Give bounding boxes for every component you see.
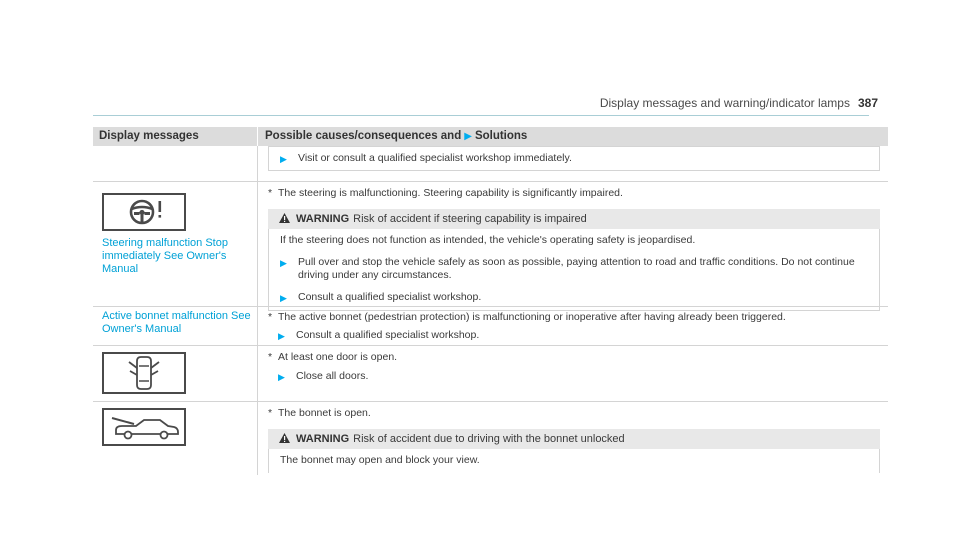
action-item: ▶ Visit or consult a qualified specialist workshop immediately. — [280, 152, 572, 164]
table-row — [93, 307, 888, 346]
table-header — [93, 127, 888, 146]
cause-text: * At least one door is open. — [268, 351, 398, 363]
display-message: Active bonnet malfunction See Owner's Manual — [102, 310, 251, 335]
warning-triangle-icon — [279, 213, 290, 223]
messages-table — [93, 127, 888, 475]
col-causes: Possible causes/consequences and — [265, 130, 462, 142]
action-item: ▶ Consult a qualified specialist workshop. — [280, 291, 482, 303]
action-item: ▶ Pull over and stop the vehicle safely as soon as possible, paying attention to road and traffic conditions. Do not continue driving under any circumstances. — [280, 256, 855, 281]
header-rule — [93, 115, 869, 116]
cause-text: * The bonnet is open. — [268, 407, 371, 419]
display-message: Steering malfunction Stop immediately See Owner's Manual — [102, 237, 228, 275]
cause-text: * The active bonnet (pedestrian protection) is malfunctioning or inoperative after having already been triggered. — [268, 311, 786, 323]
warning-body — [268, 449, 880, 473]
table-row — [93, 182, 888, 307]
warning-box — [268, 429, 880, 473]
cause-text: * The steering is malfunctioning. Steering capability is significantly impaired. — [268, 187, 623, 199]
warning-text: The bonnet may open and block your view. — [280, 454, 480, 466]
warning-header — [268, 209, 880, 229]
page-number: 387 — [857, 96, 878, 110]
arrow-icon: ▶ — [280, 154, 287, 164]
page-header — [600, 96, 878, 110]
table-row — [93, 346, 888, 402]
action-item: ▶ Consult a qualified specialist workshop. — [278, 329, 480, 341]
action-item: ▶ Close all doors. — [278, 370, 369, 382]
car-doors-open-icon — [102, 352, 186, 394]
header-title: Display messages and warning/indicator lamps — [599, 96, 850, 110]
warning-header — [268, 429, 880, 449]
table-row — [93, 146, 888, 182]
steering-wheel-exclamation-icon — [102, 193, 186, 231]
col-causes-solutions — [265, 130, 527, 142]
solutions-arrow-icon: ▶ — [464, 131, 472, 142]
col-solutions: Solutions — [474, 130, 528, 142]
warning-title: Risk of accident due to driving with the bonnet unlocked — [353, 433, 625, 445]
arrow-icon: ▶ — [280, 293, 287, 303]
warning-label: WARNING — [296, 433, 350, 445]
arrow-icon: ▶ — [280, 258, 287, 268]
col-display-messages: Display messages — [99, 130, 199, 142]
table-row — [93, 402, 888, 475]
warning-title: Risk of accident if steering capability is impaired — [353, 213, 587, 225]
warning-text: If the steering does not function as intended, the vehicle's operating safety is jeopardised. — [280, 234, 696, 246]
car-bonnet-open-icon — [102, 408, 186, 446]
arrow-icon: ▶ — [278, 331, 285, 341]
arrow-icon: ▶ — [278, 372, 285, 382]
warning-body — [268, 229, 880, 311]
warning-label: WARNING — [296, 213, 350, 225]
warning-triangle-icon — [279, 433, 290, 443]
warning-box — [268, 209, 880, 311]
